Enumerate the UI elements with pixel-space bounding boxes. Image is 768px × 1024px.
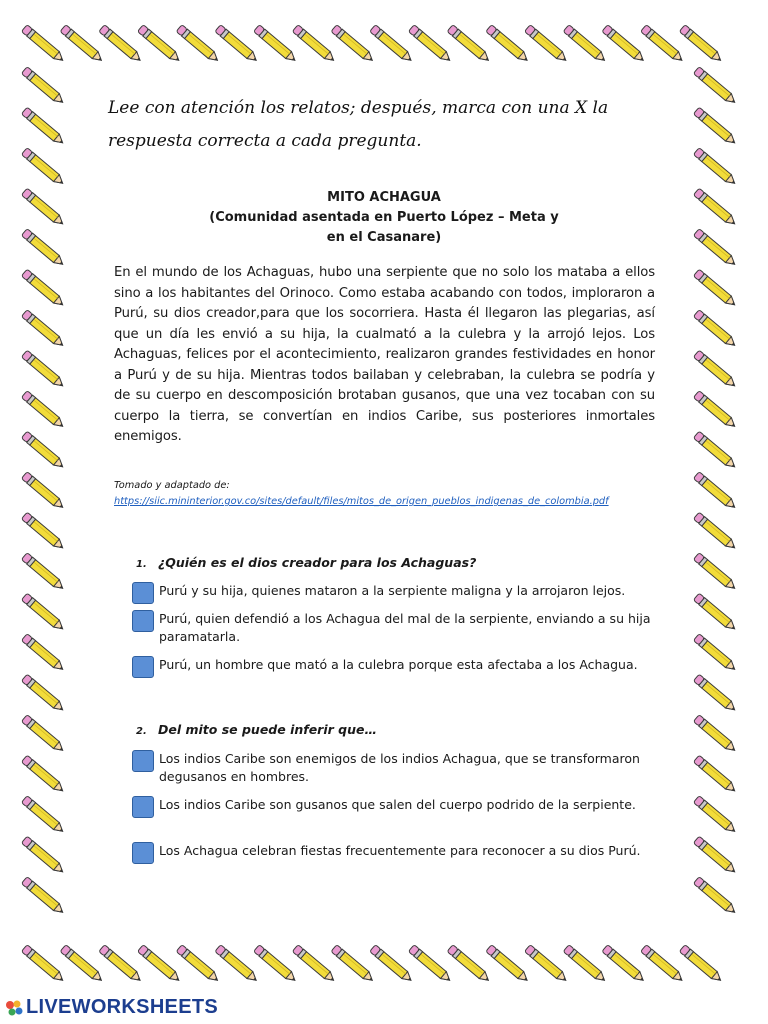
pencil-icon [693,755,737,794]
pencil-icon [693,188,737,227]
pencil-icon [21,796,65,835]
title-line-3: en el Casanare) [326,230,442,245]
pencil-icon [693,796,737,835]
pencil-icon [21,188,65,227]
pencil-icon [693,350,737,389]
answer-checkbox[interactable] [132,750,154,772]
option-text: Los Achagua celebran fiestas frecuentemente para reconocer a su dios Purú. [159,843,641,858]
pencil-icon [693,877,737,916]
pencil-icon [21,229,65,268]
pencil-icon [693,67,737,106]
liveworksheets-logo-icon [4,998,24,1018]
pencil-icon [679,945,723,984]
title-line-2: (Comunidad asentada en Puerto López – Meta y [209,210,559,225]
option-text: Purú y su hija, quienes mataron a la serpiente maligna y la arrojaron lejos. [159,583,626,598]
pencil-icon [99,945,143,984]
pencil-icon [370,25,414,64]
pencil-icon [563,25,607,64]
liveworksheets-logo[interactable] [4,996,218,1019]
pencil-icon [486,945,530,984]
answer-checkbox[interactable] [132,796,154,818]
pencil-icon [21,836,65,875]
instructions-line-2: respuesta correcta a cada pregunta. [108,131,422,151]
instructions-line-1: Lee con atención los relatos; después, marca con una X la [108,98,609,118]
option-text: Los indios Caribe son gusanos que salen del cuerpo podrido de la serpiente. [159,797,636,812]
pencil-icon [486,25,530,64]
source-label: Tomado y adaptado de: [114,480,230,491]
pencil-icon [21,945,65,984]
question-1 [136,555,476,570]
pencil-icon [408,25,452,64]
pencil-icon [693,148,737,187]
pencil-icon [215,25,259,64]
pencil-icon [693,310,737,349]
pencil-icon [137,945,181,984]
source-link[interactable]: https://siic.mininterior.gov.co/sites/default/files/mitos_de_origen_pueblos_indigenas_de_colombia.pdf [114,496,609,507]
pencil-icon [602,945,646,984]
question-2-text: Del mito se puede inferir que… [158,722,377,737]
pencil-icon [254,945,298,984]
pencil-icon [176,25,220,64]
pencil-icon [292,25,336,64]
question-1-number: 1. [136,559,147,570]
pencil-icon [693,836,737,875]
pencil-icon [331,25,375,64]
answer-checkbox[interactable] [132,656,154,678]
pencil-icon [641,945,685,984]
pencil-icon [21,553,65,592]
pencil-icon [524,945,568,984]
brand-name: LIVEWORKSHEETS [26,996,218,1018]
pencil-icon [693,593,737,632]
option-text: Purú, quien defendió a los Achagua del mal de la serpiente, enviando a su hija paramatarla. [159,611,651,644]
pencil-icon [21,107,65,146]
pencil-icon [21,67,65,106]
pencil-icon [331,945,375,984]
pencil-icon [176,945,220,984]
pencil-icon [693,391,737,430]
pencil-icon [21,512,65,551]
source-citation [114,478,634,510]
pencil-icon [602,25,646,64]
answer-checkbox[interactable] [132,842,154,864]
pencil-icon [524,25,568,64]
pencil-icon [447,25,491,64]
pencil-icon [21,391,65,430]
answer-checkbox[interactable] [132,582,154,604]
title-line-1: MITO ACHAGUA [327,190,441,205]
answer-checkbox[interactable] [132,610,154,632]
pencil-icon [21,877,65,916]
pencil-icon [693,512,737,551]
pencil-icon [693,553,737,592]
pencil-icon [693,269,737,308]
pencil-icon [21,25,65,64]
pencil-icon [693,431,737,470]
pencil-icon [21,755,65,794]
story-text: En el mundo de los Achaguas, hubo una serpiente que no solo los mataba a ellos sino a los habitantes del Orinoco. Como estaba acabando con todos, imploraron a Purú, su dios creador,para que los socorriera. Hasta él llegaron las plegarias, así que un día les envió a su hija, la cualmató a la culebra y la arrojó lejos. Los Achaguas, felices por el acontecimiento, realizaron grandes festividades en honor a Purú y de su hija. Mientras todos bailaban y celebraban, la culebra se podría y de su cuerpo en descomposición brotaban gusanos, que una vez tocaban con su cuerpo la tierra, se convertían en indios Caribe, sus posteriores inmortales enemigos. [114,265,655,444]
pencil-icon [292,945,336,984]
question-1-text: ¿Quién es el dios creador para los Achaguas? [158,555,477,570]
pencil-icon [447,945,491,984]
pencil-icon [408,945,452,984]
pencil-icon [21,148,65,187]
pencil-icon [21,472,65,511]
pencil-icon [693,674,737,713]
pencil-icon [21,431,65,470]
pencil-icon [693,472,737,511]
story-title [110,188,658,248]
pencil-icon [693,715,737,754]
pencil-icon [563,945,607,984]
pencil-icon [21,674,65,713]
option-text: Los indios Caribe son enemigos de los indios Achagua, que se transformaron degusanos en hombres. [159,751,640,784]
instructions [108,92,668,158]
question-2-number: 2. [136,726,147,737]
option-text: Purú, un hombre que mató a la culebra porque esta afectaba a los Achagua. [159,657,638,672]
pencil-icon [215,945,259,984]
question-2 [136,722,377,737]
pencil-icon [99,25,143,64]
pencil-icon [60,945,104,984]
pencil-icon [21,269,65,308]
pencil-icon [693,107,737,146]
pencil-icon [370,945,414,984]
pencil-icon [693,634,737,673]
pencil-icon [60,25,104,64]
pencil-icon [693,229,737,268]
pencil-icon [21,350,65,389]
pencil-icon [21,593,65,632]
pencil-icon [21,634,65,673]
pencil-icon [21,310,65,349]
pencil-icon [254,25,298,64]
pencil-icon [137,25,181,64]
pencil-icon [21,715,65,754]
pencil-icon [641,25,685,64]
pencil-icon [679,25,723,64]
